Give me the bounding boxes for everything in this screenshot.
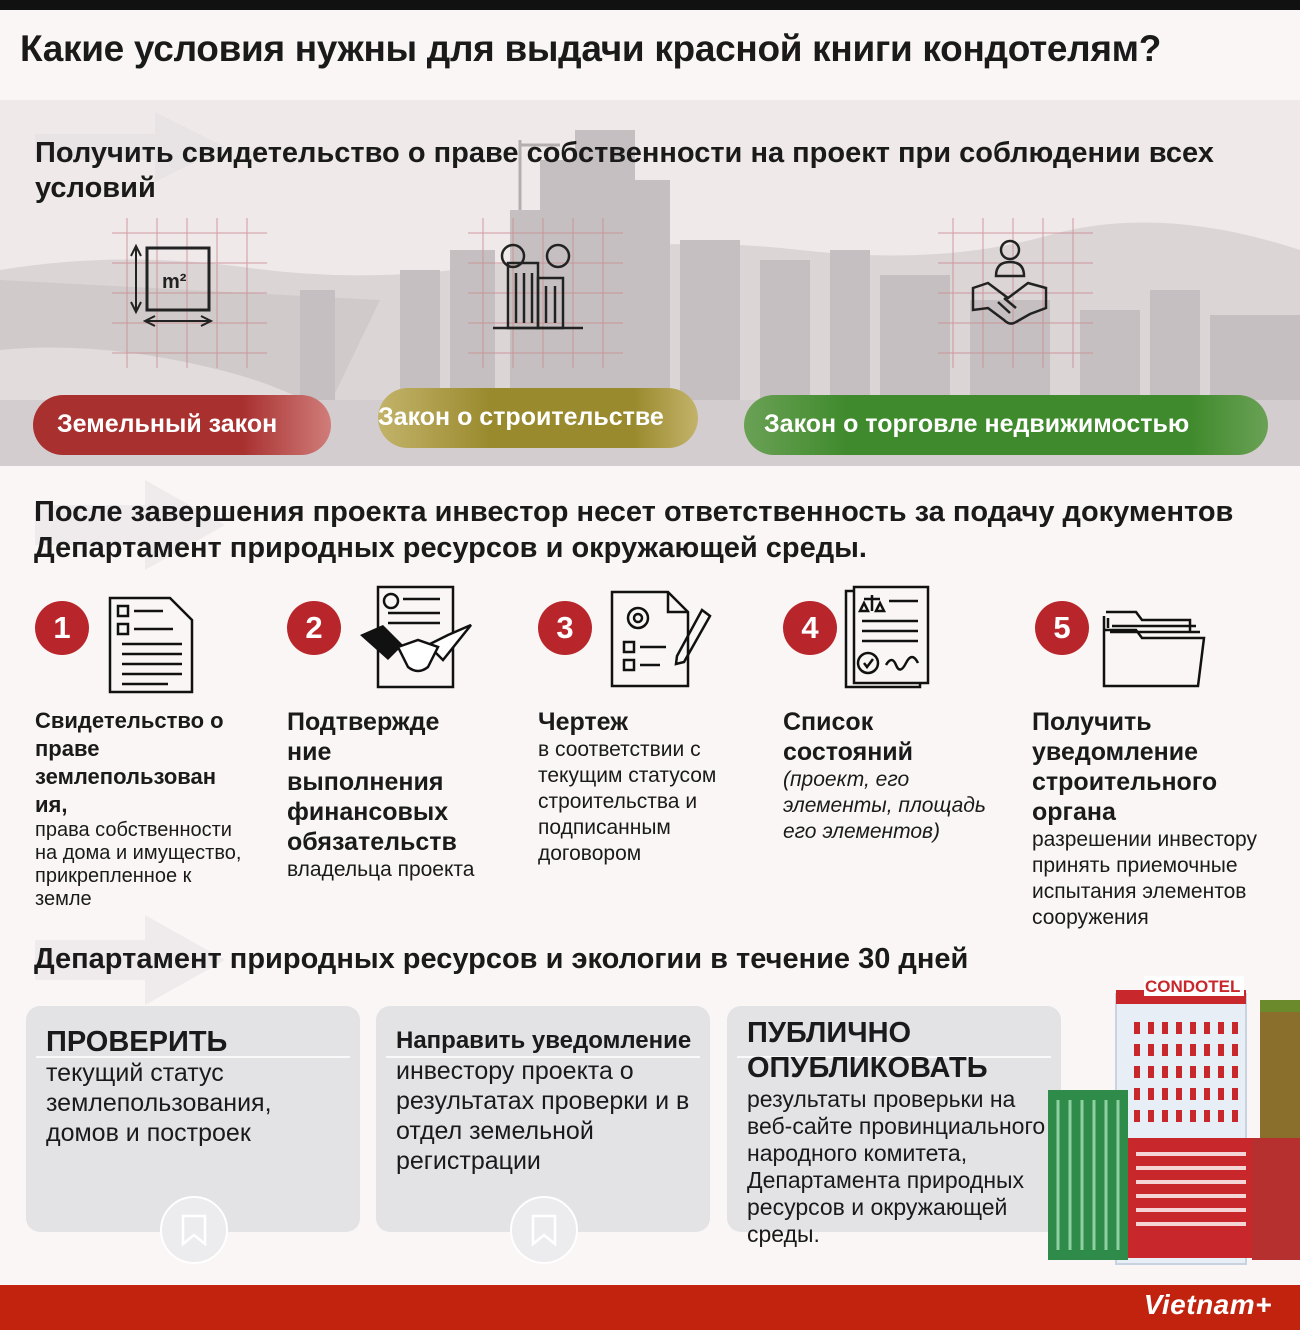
area-unit-label: m² bbox=[162, 271, 187, 293]
step-number-1: 1 bbox=[35, 601, 89, 655]
card-publish-text bbox=[747, 1016, 1047, 1248]
vietnamplus-logo: Vietnam+ bbox=[1143, 1289, 1272, 1320]
condotel-sign: CONDOTEL bbox=[1145, 977, 1241, 996]
card-publish-body: результаты проверьки на веб-сайте провинциального народного комитета, Департамента природных ресурсов и окружающей среды. bbox=[747, 1086, 1046, 1247]
step-number-3: 3 bbox=[538, 601, 592, 655]
card-check-title: ПРОВЕРИТЬ bbox=[46, 1026, 228, 1058]
section3-heading: Департамент природных ресурсов и экологии в течение 30 дней bbox=[34, 943, 969, 975]
bookmark-icon bbox=[530, 1214, 558, 1246]
card-publish-title: ПУБЛИЧНО ОПУБЛИКОВАТЬ bbox=[747, 1017, 988, 1084]
folder-icon bbox=[1102, 608, 1206, 690]
card-check-body: текущий статус землепользования, домов и построек bbox=[46, 1059, 272, 1147]
bookmark-button-2[interactable] bbox=[510, 1196, 578, 1264]
land-area-icon bbox=[112, 218, 267, 368]
card-check-text bbox=[46, 1026, 346, 1148]
real-estate-law-pill bbox=[744, 395, 1268, 455]
card-notify-title: Направить уведомление bbox=[396, 1027, 692, 1054]
construction-law-pill bbox=[378, 388, 698, 448]
step-1-title: Свидетельство о праве землепользован ия, bbox=[35, 708, 224, 817]
handshake-contract-icon bbox=[358, 585, 473, 695]
step-1-text bbox=[35, 707, 245, 911]
top-bar bbox=[0, 0, 1300, 10]
card-notify bbox=[376, 1006, 710, 1232]
page-title: Какие условия нужны для выдачи красной книги кондотелям? bbox=[20, 28, 1162, 69]
step-2-title: Подтвержде ние выполнения финансовых обязательств bbox=[287, 708, 457, 856]
step-2-text bbox=[287, 707, 482, 883]
card-notify-body: инвестору проекта о результатах проверки и в отдел земельной регистрации bbox=[396, 1057, 690, 1175]
step-3-text bbox=[538, 707, 748, 867]
step-number-2: 2 bbox=[287, 601, 341, 655]
step-4-text bbox=[783, 707, 993, 845]
real-estate-law-label: Закон о торговле недвижимостью bbox=[764, 410, 1190, 438]
section1-heading: Получить свидетельство о праве собственности на проект при соблюдении всех условий bbox=[35, 137, 1214, 204]
section2-heading-line2: Департамент природных ресурсов и окружающей среды. bbox=[34, 532, 867, 564]
handshake-agent-icon bbox=[938, 218, 1093, 368]
certified-document-icon bbox=[844, 585, 932, 690]
drawing-pen-icon bbox=[610, 590, 715, 690]
bookmark-button-1[interactable] bbox=[160, 1196, 228, 1264]
construction-building-icon bbox=[468, 218, 623, 368]
step-number-5: 5 bbox=[1035, 601, 1089, 655]
step-1-body: права собственности на дома и имущество, прикрепленное к земле bbox=[35, 819, 242, 910]
land-law-label: Земельный закон bbox=[57, 410, 278, 438]
step-4-body: (проект, его элементы, площадь его элементов) bbox=[783, 768, 986, 843]
document-list-icon bbox=[108, 596, 196, 696]
card-publish bbox=[727, 1006, 1061, 1247]
step-5-title: Получить уведомление строительного органа bbox=[1032, 708, 1218, 826]
construction-law-label: Закон о строительстве bbox=[378, 403, 664, 431]
step-4-title: Список состояний bbox=[783, 708, 914, 766]
card-check bbox=[26, 1006, 360, 1232]
bookmark-icon bbox=[180, 1214, 208, 1246]
step-3-body: в соответствии с текущим статусом строительства и подписанным договором bbox=[538, 738, 717, 865]
card-notify-text bbox=[396, 1026, 701, 1176]
section2-heading-line1: После завершения проекта инвестор несет ответственность за подачу документов bbox=[34, 496, 1234, 528]
step-5-text bbox=[1032, 707, 1300, 931]
section2-heading bbox=[34, 494, 1300, 566]
footer-bar bbox=[0, 1285, 1300, 1330]
step-5-body: разрешении инвестору принять приемочные испытания элементов сооружения bbox=[1032, 828, 1257, 929]
step-number-4: 4 bbox=[783, 601, 837, 655]
condotel-building-illustration bbox=[1044, 970, 1300, 1270]
land-law-pill bbox=[33, 395, 331, 455]
step-2-body: владельца проекта bbox=[287, 858, 475, 881]
step-3-title: Чертеж bbox=[538, 708, 628, 736]
